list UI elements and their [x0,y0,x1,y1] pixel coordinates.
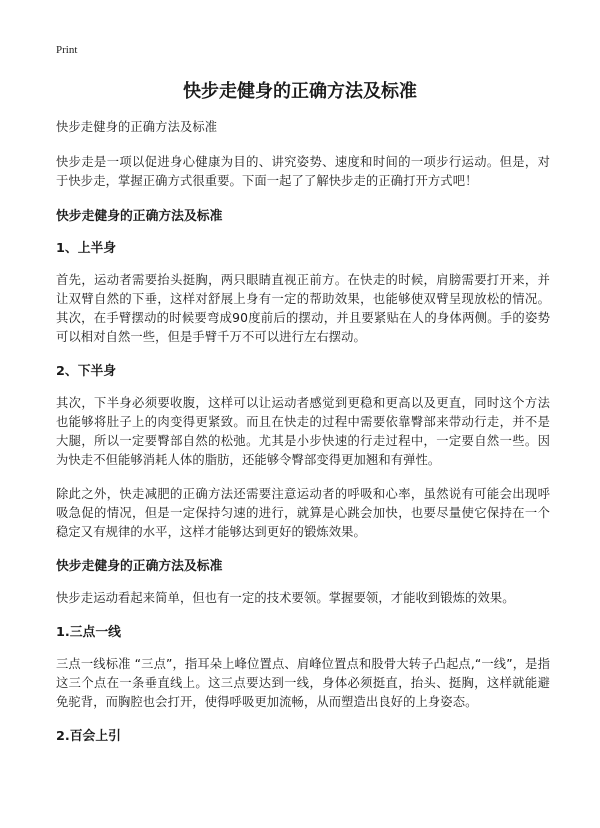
baihui-heading: 2.百会上引 [56,729,121,744]
lower-body-paragraph: 其次，下半身必须要收腹，这样可以让运动者感觉到更稳和更高以及更直，同时这个方法也能够将肚子上的肉变得更紧致。而且在快走的过程中需要依靠臀部来带动行走，并不是大腿，所以一定要臀部自然的松弛。尤其是小步快速的行走过程中，一定要自然一些。因为快走不但能够消耗人体的脂肪，还能够令臀部变得更加翘和有弹性。 [56,396,550,467]
document-title: 快步走健身的正确方法及标准 [183,81,417,102]
section-heading-1: 快步走健身的正确方法及标准 [56,209,223,224]
technique-intro-paragraph: 快步走运动看起来简单，但也有一定的技术要领。掌握要领，才能收到锻炼的效果。 [56,591,515,605]
three-points-heading: 1.三点一线 [56,625,121,640]
print-link[interactable]: Print [56,44,78,56]
upper-body-heading: 1、上半身 [56,241,117,256]
document-subtitle: 快步走健身的正确方法及标准 [56,120,218,134]
lower-body-heading: 2、下半身 [56,364,117,379]
intro-paragraph: 快步走是一项以促进身心健康为目的、讲究姿势、速度和时间的一项步行运动。但是，对于快步走，掌握正确方式很重要。下面一起了了解快步走的正确打开方式吧！ [56,155,550,188]
section-heading-2: 快步走健身的正确方法及标准 [56,559,223,574]
three-points-paragraph: 三点一线标准 “三点”，指耳朵上峰位置点、肩峰位置点和股骨大转子凸起点,“一线”，是指这三个点在一条垂直线上。这三点要达到一线，身体必须挺直，抬头、挺胸，这样就能避免驼背，而胸腔也会打开，使得呼吸更加流畅，从而塑造出良好的上身姿态。 [56,657,550,709]
breathing-paragraph: 除此之外，快走减肥的正确方法还需要注意运动者的呼吸和心率，虽然说有可能会出现呼吸急促的情况，但是一定保持匀速的进行，就算是心跳会加快，也要尽量使它保持在一个稳定又有规律的水平，这样才能够达到更好的锻炼效果。 [56,487,550,539]
document-body [56,118,550,759]
upper-body-paragraph: 首先，运动者需要抬头挺胸，两只眼睛直视正前方。在快走的时候，肩膀需要打开来，并让双臂自然的下垂，这样对舒展上身有一定的帮助效果，也能够使双臂呈现放松的情况。其次，在手臂摆动的时候要弯成90度前后的摆动，并且要紧贴在人的身体两侧。手的姿势可以相对自然一些，但是手臂千万不可以进行左右摆动。 [56,273,550,344]
